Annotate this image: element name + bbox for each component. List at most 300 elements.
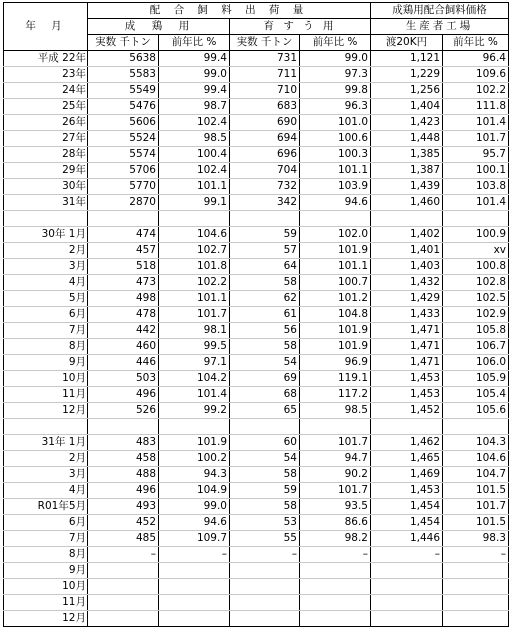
chick-yoy-cell bbox=[300, 563, 371, 579]
price-cell: 1,471 bbox=[371, 339, 443, 355]
chick-actual-cell: 696 bbox=[230, 147, 300, 163]
period-cell: 8月 bbox=[4, 547, 88, 563]
table-row bbox=[4, 51, 509, 67]
chick-yoy-cell: 101.7 bbox=[300, 435, 371, 451]
chick-yoy-cell: 86.6 bbox=[300, 515, 371, 531]
price-yoy-cell: 101.5 bbox=[443, 483, 509, 499]
layer-yoy-cell: 102.4 bbox=[159, 163, 230, 179]
layer-yoy-cell: 100.2 bbox=[159, 451, 230, 467]
price-yoy-cell: 104.3 bbox=[443, 435, 509, 451]
table-row bbox=[4, 163, 509, 179]
chick-yoy-cell: 119.1 bbox=[300, 371, 371, 387]
table-row bbox=[4, 483, 509, 499]
price-cell bbox=[371, 563, 443, 579]
period-cell: 4月 bbox=[4, 483, 88, 499]
price-cell: 1,402 bbox=[371, 227, 443, 243]
chick-actual-cell bbox=[230, 595, 300, 611]
period-cell: 9月 bbox=[4, 355, 88, 371]
chick-actual-cell: 64 bbox=[230, 259, 300, 275]
price-yoy-cell: 101.7 bbox=[443, 131, 509, 147]
price-yoy-cell: 101.4 bbox=[443, 195, 509, 211]
period-cell: 6月 bbox=[4, 515, 88, 531]
period-cell: 5月 bbox=[4, 291, 88, 307]
price-cell: 1,471 bbox=[371, 355, 443, 371]
layer-yoy-cell: 98.5 bbox=[159, 131, 230, 147]
chick-actual-cell: 65 bbox=[230, 403, 300, 419]
price-yoy-cell: 98.3 bbox=[443, 531, 509, 547]
layer-actual-header: 実数 千トン bbox=[88, 35, 159, 51]
price-yoy-cell: 106.7 bbox=[443, 339, 509, 355]
chick-actual-cell: 694 bbox=[230, 131, 300, 147]
table-row bbox=[4, 467, 509, 483]
price-yoy-cell: 102.2 bbox=[443, 83, 509, 99]
chick-yoy-cell: 98.2 bbox=[300, 531, 371, 547]
chick-actual-cell: 710 bbox=[230, 83, 300, 99]
chick-actual-cell: 58 bbox=[230, 275, 300, 291]
layer-yoy-cell: 101.1 bbox=[159, 179, 230, 195]
layer-yoy-cell: 102.7 bbox=[159, 243, 230, 259]
chick-actual-cell: 54 bbox=[230, 355, 300, 371]
table-row bbox=[4, 211, 509, 227]
chick-yoy-cell bbox=[300, 595, 371, 611]
period-cell: 平成 22年 bbox=[4, 51, 88, 67]
feed-statistics-table bbox=[3, 2, 509, 627]
layer-actual-cell: 5476 bbox=[88, 99, 159, 115]
chick-actual-cell: 59 bbox=[230, 227, 300, 243]
price-yoy-cell: 106.0 bbox=[443, 355, 509, 371]
period-cell: 27年 bbox=[4, 131, 88, 147]
price-cell bbox=[371, 595, 443, 611]
chick-actual-cell: 68 bbox=[230, 387, 300, 403]
period-cell: 11月 bbox=[4, 595, 88, 611]
chick-yoy-cell: 96.9 bbox=[300, 355, 371, 371]
chick-yoy-cell: 93.5 bbox=[300, 499, 371, 515]
table-row bbox=[4, 403, 509, 419]
price-yoy-cell: – bbox=[443, 547, 509, 563]
layer-yoy-cell bbox=[159, 211, 230, 227]
layer-actual-cell: 458 bbox=[88, 451, 159, 467]
chick-actual-cell bbox=[230, 211, 300, 227]
period-cell: 30年 1月 bbox=[4, 227, 88, 243]
layer-actual-cell: 2870 bbox=[88, 195, 159, 211]
layer-yoy-cell: 102.4 bbox=[159, 115, 230, 131]
period-cell: 12月 bbox=[4, 611, 88, 627]
layer-actual-cell bbox=[88, 563, 159, 579]
period-cell: 3月 bbox=[4, 259, 88, 275]
layer-yoy-cell bbox=[159, 419, 230, 435]
price-cell: 1,454 bbox=[371, 499, 443, 515]
price-cell: – bbox=[371, 547, 443, 563]
layer-yoy-cell: 99.4 bbox=[159, 51, 230, 67]
period-cell: 28年 bbox=[4, 147, 88, 163]
period-cell: 12月 bbox=[4, 403, 88, 419]
chick-yoy-cell: 104.8 bbox=[300, 307, 371, 323]
price-yoy-cell: 104.6 bbox=[443, 451, 509, 467]
chick-actual-cell bbox=[230, 563, 300, 579]
period-cell: 31年 bbox=[4, 195, 88, 211]
chick-actual-cell bbox=[230, 579, 300, 595]
chick-actual-cell: 61 bbox=[230, 307, 300, 323]
layer-yoy-cell: 98.1 bbox=[159, 323, 230, 339]
layer-actual-cell: 5606 bbox=[88, 115, 159, 131]
chick-yoy-cell: 101.7 bbox=[300, 483, 371, 499]
table-row bbox=[4, 355, 509, 371]
period-cell: 26年 bbox=[4, 115, 88, 131]
price-cell: 1,256 bbox=[371, 83, 443, 99]
price-yoy-cell: 104.7 bbox=[443, 467, 509, 483]
chick-yoy-cell: 96.3 bbox=[300, 99, 371, 115]
layer-yoy-cell: 101.1 bbox=[159, 291, 230, 307]
price-cell: 1,465 bbox=[371, 451, 443, 467]
chick-yoy-cell: 94.6 bbox=[300, 195, 371, 211]
chick-yoy-header: 前年比 % bbox=[300, 35, 371, 51]
period-cell: 24年 bbox=[4, 83, 88, 99]
chick-yoy-cell: 101.9 bbox=[300, 339, 371, 355]
layer-actual-cell: 478 bbox=[88, 307, 159, 323]
price-cell: 1,453 bbox=[371, 371, 443, 387]
layer-actual-cell: 5549 bbox=[88, 83, 159, 99]
period-cell: 8月 bbox=[4, 339, 88, 355]
period-cell: 10月 bbox=[4, 371, 88, 387]
price-cell bbox=[371, 419, 443, 435]
price-yoy-cell bbox=[443, 563, 509, 579]
period-cell: 6月 bbox=[4, 307, 88, 323]
period-cell: 30年 bbox=[4, 179, 88, 195]
layer-yoy-cell: 99.2 bbox=[159, 403, 230, 419]
chick-actual-cell: 59 bbox=[230, 483, 300, 499]
layer-actual-cell: 5638 bbox=[88, 51, 159, 67]
chick-actual-header: 実数 千トン bbox=[230, 35, 300, 51]
layer-yoy-cell: 104.9 bbox=[159, 483, 230, 499]
layer-actual-cell bbox=[88, 579, 159, 595]
layer-yoy-cell bbox=[159, 563, 230, 579]
layer-actual-cell: 498 bbox=[88, 291, 159, 307]
chick-actual-cell: 711 bbox=[230, 67, 300, 83]
price-yoy-cell: 102.9 bbox=[443, 307, 509, 323]
price-yoy-cell: 103.8 bbox=[443, 179, 509, 195]
layer-yoy-cell bbox=[159, 579, 230, 595]
table-row bbox=[4, 579, 509, 595]
period-cell: 2月 bbox=[4, 243, 88, 259]
layer-actual-cell bbox=[88, 419, 159, 435]
feed-price-header: 成鶏用配合飼料価格 bbox=[371, 3, 509, 19]
price-cell: 1,229 bbox=[371, 67, 443, 83]
period-cell: 2月 bbox=[4, 451, 88, 467]
price-yoy-cell: 111.8 bbox=[443, 99, 509, 115]
table-row bbox=[4, 451, 509, 467]
layer-yoy-cell: 101.9 bbox=[159, 435, 230, 451]
layer-actual-cell: 442 bbox=[88, 323, 159, 339]
period-cell: 4月 bbox=[4, 275, 88, 291]
chick-yoy-cell: 90.2 bbox=[300, 467, 371, 483]
layer-yoy-cell: 101.8 bbox=[159, 259, 230, 275]
price-yoy-cell: xv bbox=[443, 243, 509, 259]
table-row bbox=[4, 275, 509, 291]
price-cell: 1,429 bbox=[371, 291, 443, 307]
table-row bbox=[4, 67, 509, 83]
layer-actual-cell: 488 bbox=[88, 467, 159, 483]
table-row bbox=[4, 531, 509, 547]
chick-yoy-cell: 98.5 bbox=[300, 403, 371, 419]
layer-actual-cell: 496 bbox=[88, 483, 159, 499]
table-row bbox=[4, 547, 509, 563]
period-cell bbox=[4, 419, 88, 435]
layer-yoy-cell: 109.7 bbox=[159, 531, 230, 547]
price-cell: 1,433 bbox=[371, 307, 443, 323]
chick-actual-cell: 58 bbox=[230, 339, 300, 355]
table-row bbox=[4, 435, 509, 451]
layer-actual-cell: 446 bbox=[88, 355, 159, 371]
price-yoy-cell: 100.8 bbox=[443, 259, 509, 275]
price-yoy-cell: 105.9 bbox=[443, 371, 509, 387]
layer-actual-cell bbox=[88, 611, 159, 627]
layer-actual-cell: 473 bbox=[88, 275, 159, 291]
price-yoy-header: 前年比 % bbox=[443, 35, 509, 51]
table-row bbox=[4, 259, 509, 275]
table-row bbox=[4, 387, 509, 403]
layer-actual-cell: 5574 bbox=[88, 147, 159, 163]
layer-feed-header: 成 鶏 用 bbox=[88, 19, 230, 35]
layer-yoy-cell: 99.5 bbox=[159, 339, 230, 355]
layer-actual-cell: 485 bbox=[88, 531, 159, 547]
price-cell: 1,121 bbox=[371, 51, 443, 67]
chick-feed-header: 育 す う 用 bbox=[230, 19, 371, 35]
layer-yoy-cell bbox=[159, 611, 230, 627]
price-cell: 1,460 bbox=[371, 195, 443, 211]
layer-actual-cell: 5706 bbox=[88, 163, 159, 179]
chick-yoy-cell: 101.2 bbox=[300, 291, 371, 307]
layer-actual-cell: 5770 bbox=[88, 179, 159, 195]
price-yoy-cell bbox=[443, 595, 509, 611]
table-row bbox=[4, 227, 509, 243]
chick-yoy-cell: 99.8 bbox=[300, 83, 371, 99]
layer-yoy-header: 前年比 % bbox=[159, 35, 230, 51]
price-yoy-cell bbox=[443, 419, 509, 435]
price-cell bbox=[371, 611, 443, 627]
table-row bbox=[4, 563, 509, 579]
chick-yoy-cell bbox=[300, 419, 371, 435]
chick-yoy-cell bbox=[300, 611, 371, 627]
layer-actual-cell: 474 bbox=[88, 227, 159, 243]
layer-yoy-cell: 94.3 bbox=[159, 467, 230, 483]
table-row bbox=[4, 115, 509, 131]
table-row bbox=[4, 371, 509, 387]
table-row bbox=[4, 307, 509, 323]
chick-yoy-cell: 102.0 bbox=[300, 227, 371, 243]
chick-yoy-cell: 101.9 bbox=[300, 243, 371, 259]
table-row bbox=[4, 147, 509, 163]
layer-yoy-cell: 102.2 bbox=[159, 275, 230, 291]
price-cell: 1,454 bbox=[371, 515, 443, 531]
chick-actual-cell: 683 bbox=[230, 99, 300, 115]
period-cell bbox=[4, 211, 88, 227]
price-cell bbox=[371, 579, 443, 595]
chick-yoy-cell: 100.3 bbox=[300, 147, 371, 163]
period-cell: 31年 1月 bbox=[4, 435, 88, 451]
price-header: 渡20K円 bbox=[371, 35, 443, 51]
table-row bbox=[4, 99, 509, 115]
price-yoy-cell bbox=[443, 611, 509, 627]
table-row bbox=[4, 291, 509, 307]
period-cell: 7月 bbox=[4, 531, 88, 547]
chick-actual-cell: 62 bbox=[230, 291, 300, 307]
period-cell: 10月 bbox=[4, 579, 88, 595]
table-row bbox=[4, 339, 509, 355]
layer-actual-cell: 452 bbox=[88, 515, 159, 531]
chick-yoy-cell: 94.7 bbox=[300, 451, 371, 467]
chick-actual-cell bbox=[230, 419, 300, 435]
chick-actual-cell: 56 bbox=[230, 323, 300, 339]
layer-yoy-cell: 101.4 bbox=[159, 387, 230, 403]
chick-actual-cell: 53 bbox=[230, 515, 300, 531]
period-cell: 3月 bbox=[4, 467, 88, 483]
price-cell: 1,404 bbox=[371, 99, 443, 115]
price-yoy-cell: 100.1 bbox=[443, 163, 509, 179]
layer-yoy-cell: 104.6 bbox=[159, 227, 230, 243]
chick-actual-cell: – bbox=[230, 547, 300, 563]
price-cell: 1,453 bbox=[371, 483, 443, 499]
layer-yoy-cell: 99.0 bbox=[159, 67, 230, 83]
chick-actual-cell: 60 bbox=[230, 435, 300, 451]
chick-actual-cell: 69 bbox=[230, 371, 300, 387]
price-cell: 1,471 bbox=[371, 323, 443, 339]
table-row bbox=[4, 243, 509, 259]
layer-actual-cell bbox=[88, 595, 159, 611]
chick-actual-cell: 732 bbox=[230, 179, 300, 195]
chick-actual-cell: 704 bbox=[230, 163, 300, 179]
chick-actual-cell: 58 bbox=[230, 499, 300, 515]
table-row bbox=[4, 595, 509, 611]
layer-actual-cell: 5583 bbox=[88, 67, 159, 83]
price-cell: 1,448 bbox=[371, 131, 443, 147]
table-row bbox=[4, 323, 509, 339]
layer-yoy-cell: 99.0 bbox=[159, 499, 230, 515]
price-yoy-cell bbox=[443, 579, 509, 595]
chick-actual-cell: 57 bbox=[230, 243, 300, 259]
price-yoy-cell: 105.8 bbox=[443, 323, 509, 339]
chick-yoy-cell: 97.3 bbox=[300, 67, 371, 83]
layer-yoy-cell: 99.4 bbox=[159, 83, 230, 99]
price-yoy-cell: 100.9 bbox=[443, 227, 509, 243]
layer-actual-cell: 5524 bbox=[88, 131, 159, 147]
price-cell: 1,385 bbox=[371, 147, 443, 163]
chick-actual-cell bbox=[230, 611, 300, 627]
layer-yoy-cell: 94.6 bbox=[159, 515, 230, 531]
layer-actual-cell: 493 bbox=[88, 499, 159, 515]
chick-yoy-cell: – bbox=[300, 547, 371, 563]
chick-actual-cell: 690 bbox=[230, 115, 300, 131]
layer-actual-cell: 457 bbox=[88, 243, 159, 259]
layer-yoy-cell bbox=[159, 595, 230, 611]
chick-yoy-cell: 117.2 bbox=[300, 387, 371, 403]
price-cell: 1,462 bbox=[371, 435, 443, 451]
price-cell: 1,423 bbox=[371, 115, 443, 131]
chick-actual-cell: 54 bbox=[230, 451, 300, 467]
price-cell: 1,439 bbox=[371, 179, 443, 195]
chick-yoy-cell: 101.1 bbox=[300, 259, 371, 275]
price-yoy-cell: 96.4 bbox=[443, 51, 509, 67]
price-cell: 1,446 bbox=[371, 531, 443, 547]
chick-yoy-cell bbox=[300, 211, 371, 227]
layer-yoy-cell: 101.7 bbox=[159, 307, 230, 323]
layer-yoy-cell: 104.2 bbox=[159, 371, 230, 387]
chick-yoy-cell: 103.9 bbox=[300, 179, 371, 195]
period-cell: 29年 bbox=[4, 163, 88, 179]
chick-actual-cell: 55 bbox=[230, 531, 300, 547]
chick-yoy-cell: 101.1 bbox=[300, 163, 371, 179]
layer-yoy-cell: 98.7 bbox=[159, 99, 230, 115]
chick-yoy-cell: 101.9 bbox=[300, 323, 371, 339]
chick-yoy-cell: 99.0 bbox=[300, 51, 371, 67]
chick-actual-cell: 342 bbox=[230, 195, 300, 211]
price-yoy-cell: 105.6 bbox=[443, 403, 509, 419]
period-cell: R01年5月 bbox=[4, 499, 88, 515]
year-month-header: 年 月 bbox=[4, 3, 88, 51]
chick-yoy-cell: 101.0 bbox=[300, 115, 371, 131]
table-row bbox=[4, 131, 509, 147]
price-cell: 1,403 bbox=[371, 259, 443, 275]
table-row bbox=[4, 611, 509, 627]
producer-factory-header: 生産者工場 bbox=[371, 19, 509, 35]
layer-actual-cell: 518 bbox=[88, 259, 159, 275]
price-cell: 1,432 bbox=[371, 275, 443, 291]
header-row-1 bbox=[4, 3, 509, 19]
layer-actual-cell: 503 bbox=[88, 371, 159, 387]
chick-yoy-cell: 100.7 bbox=[300, 275, 371, 291]
price-cell: 1,469 bbox=[371, 467, 443, 483]
table-row bbox=[4, 515, 509, 531]
layer-actual-cell: 483 bbox=[88, 435, 159, 451]
price-yoy-cell: 109.6 bbox=[443, 67, 509, 83]
layer-yoy-cell: 97.1 bbox=[159, 355, 230, 371]
layer-actual-cell: 526 bbox=[88, 403, 159, 419]
period-cell: 23年 bbox=[4, 67, 88, 83]
period-cell: 7月 bbox=[4, 323, 88, 339]
chick-yoy-cell bbox=[300, 579, 371, 595]
price-yoy-cell bbox=[443, 211, 509, 227]
price-yoy-cell: 95.7 bbox=[443, 147, 509, 163]
table-row bbox=[4, 195, 509, 211]
price-yoy-cell: 101.5 bbox=[443, 515, 509, 531]
price-cell: 1,387 bbox=[371, 163, 443, 179]
layer-actual-cell: 496 bbox=[88, 387, 159, 403]
price-cell: 1,453 bbox=[371, 387, 443, 403]
period-cell: 9月 bbox=[4, 563, 88, 579]
price-yoy-cell: 102.5 bbox=[443, 291, 509, 307]
price-yoy-cell: 101.7 bbox=[443, 499, 509, 515]
price-yoy-cell: 101.4 bbox=[443, 115, 509, 131]
price-cell: 1,452 bbox=[371, 403, 443, 419]
chick-actual-cell: 731 bbox=[230, 51, 300, 67]
layer-yoy-cell: – bbox=[159, 547, 230, 563]
layer-actual-cell bbox=[88, 211, 159, 227]
table-row bbox=[4, 83, 509, 99]
price-cell: 1,401 bbox=[371, 243, 443, 259]
layer-actual-cell: 460 bbox=[88, 339, 159, 355]
layer-actual-cell: – bbox=[88, 547, 159, 563]
feed-shipment-header: 配 合 飼 料 出 荷 量 bbox=[88, 3, 371, 19]
table-row bbox=[4, 419, 509, 435]
chick-actual-cell: 58 bbox=[230, 467, 300, 483]
layer-yoy-cell: 100.4 bbox=[159, 147, 230, 163]
period-cell: 11月 bbox=[4, 387, 88, 403]
price-yoy-cell: 102.8 bbox=[443, 275, 509, 291]
price-yoy-cell: 105.4 bbox=[443, 387, 509, 403]
period-cell: 25年 bbox=[4, 99, 88, 115]
table-row bbox=[4, 179, 509, 195]
table-row bbox=[4, 499, 509, 515]
price-cell bbox=[371, 211, 443, 227]
